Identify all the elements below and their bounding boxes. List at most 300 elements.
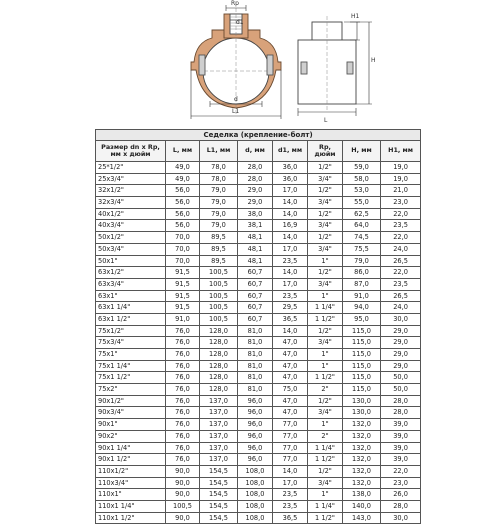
- table-cell: 1": [308, 419, 343, 431]
- table-cell: 30,0: [381, 512, 421, 524]
- table-cell: 56,0: [166, 197, 200, 209]
- table-cell: 76,0: [166, 419, 200, 431]
- table-cell: 60,7: [238, 302, 273, 314]
- table-cell: 39,0: [381, 419, 421, 431]
- table-cell: 91,5: [166, 267, 200, 279]
- table-row: [96, 465, 421, 477]
- table-cell: 36,0: [273, 173, 308, 185]
- table-cell: 96,0: [238, 430, 273, 442]
- table-cell: 90x2": [96, 430, 166, 442]
- table-cell: 74,5: [343, 232, 381, 244]
- technical-drawing: [0, 0, 500, 128]
- table-cell: 23,5: [273, 255, 308, 267]
- table-cell: 24,0: [381, 243, 421, 255]
- table-cell: 60,7: [238, 278, 273, 290]
- table-cell: 138,0: [343, 489, 381, 501]
- table-row: [96, 302, 421, 314]
- table-cell: 1": [308, 360, 343, 372]
- table-cell: 22,0: [381, 465, 421, 477]
- table-cell: 1/2": [308, 465, 343, 477]
- table-cell: 1/2": [308, 325, 343, 337]
- table-cell: 63x1/2": [96, 267, 166, 279]
- header-d: d, мм: [238, 141, 273, 162]
- table-row: [96, 267, 421, 279]
- table-cell: 137,0: [200, 395, 238, 407]
- table-cell: 76,0: [166, 349, 200, 361]
- table-cell: 1 1/4": [308, 302, 343, 314]
- table-cell: 47,0: [273, 337, 308, 349]
- table-cell: 75x1": [96, 349, 166, 361]
- table-cell: 1": [308, 489, 343, 501]
- table-row: [96, 162, 421, 174]
- table-cell: 115,0: [343, 337, 381, 349]
- table-cell: 75x1 1/4": [96, 360, 166, 372]
- table-cell: 91,5: [166, 278, 200, 290]
- table-cell: 29,0: [381, 337, 421, 349]
- table-cell: 89,5: [200, 255, 238, 267]
- table-cell: 63x1 1/2": [96, 313, 166, 325]
- table-cell: 3/4": [308, 220, 343, 232]
- table-cell: 79,0: [200, 208, 238, 220]
- table-cell: 28,0: [238, 162, 273, 174]
- table-cell: 100,5: [200, 302, 238, 314]
- table-cell: 76,0: [166, 360, 200, 372]
- table-cell: 63x3/4": [96, 278, 166, 290]
- table-row: [96, 255, 421, 267]
- table-cell: 39,0: [381, 430, 421, 442]
- table-cell: 22,0: [381, 232, 421, 244]
- table-cell: 40x1/2": [96, 208, 166, 220]
- table-cell: 1/2": [308, 208, 343, 220]
- table-cell: 81,0: [238, 349, 273, 361]
- table-cell: 50x3/4": [96, 243, 166, 255]
- table-cell: 23,5: [381, 220, 421, 232]
- table-cell: 100,5: [200, 267, 238, 279]
- header-l: L, мм: [166, 141, 200, 162]
- table-cell: 1/2": [308, 232, 343, 244]
- table-cell: 56,0: [166, 208, 200, 220]
- table-cell: 132,0: [343, 442, 381, 454]
- table-cell: 96,0: [238, 419, 273, 431]
- table-row: [96, 442, 421, 454]
- table-cell: 16,9: [273, 220, 308, 232]
- table-cell: 50x1/2": [96, 232, 166, 244]
- table-cell: 26,0: [381, 489, 421, 501]
- table-cell: 1 1/2": [308, 372, 343, 384]
- table-cell: 14,0: [273, 267, 308, 279]
- table-cell: 49,0: [166, 162, 200, 174]
- table-cell: 3/4": [308, 243, 343, 255]
- table-cell: 128,0: [200, 372, 238, 384]
- table-cell: 132,0: [343, 430, 381, 442]
- bolt-right: [267, 55, 273, 75]
- table-cell: 89,5: [200, 243, 238, 255]
- table-cell: 58,0: [343, 173, 381, 185]
- table-cell: 39,0: [381, 454, 421, 466]
- table-cell: 30,0: [381, 313, 421, 325]
- table-cell: 59,0: [343, 162, 381, 174]
- table-cell: 79,0: [200, 220, 238, 232]
- table-cell: 108,0: [238, 500, 273, 512]
- table-cell: 48,1: [238, 243, 273, 255]
- table-cell: 49,0: [166, 173, 200, 185]
- table-cell: 115,0: [343, 372, 381, 384]
- table-cell: 89,5: [200, 232, 238, 244]
- table-cell: 79,0: [200, 185, 238, 197]
- table-cell: 77,0: [273, 430, 308, 442]
- table-cell: 19,0: [381, 173, 421, 185]
- side-bolt-right: [347, 62, 353, 74]
- table-cell: 130,0: [343, 395, 381, 407]
- table-cell: 154,5: [200, 500, 238, 512]
- table-row: [96, 337, 421, 349]
- table-cell: 78,0: [200, 162, 238, 174]
- table-cell: 60,7: [238, 267, 273, 279]
- label-h1: H1: [351, 13, 360, 20]
- table-row: [96, 173, 421, 185]
- table-header-row: [96, 141, 421, 162]
- table-cell: 77,0: [273, 454, 308, 466]
- table-cell: 63x1 1/4": [96, 302, 166, 314]
- table-cell: 36,5: [273, 512, 308, 524]
- table-cell: 132,0: [343, 454, 381, 466]
- table-cell: 90,0: [166, 477, 200, 489]
- table-cell: 75x1 1/2": [96, 372, 166, 384]
- table-row: [96, 232, 421, 244]
- table-cell: 128,0: [200, 360, 238, 372]
- header-d1: d1, мм: [273, 141, 308, 162]
- table-row: [96, 512, 421, 524]
- table-cell: 14,0: [273, 232, 308, 244]
- table-cell: 56,0: [166, 220, 200, 232]
- table-cell: 17,0: [273, 185, 308, 197]
- table-cell: 28,0: [381, 395, 421, 407]
- table-cell: 137,0: [200, 454, 238, 466]
- table-cell: 48,1: [238, 232, 273, 244]
- table-cell: 40x3/4": [96, 220, 166, 232]
- table-caption: Седелка (крепление-болт): [96, 130, 421, 141]
- side-bolt-left: [301, 62, 307, 74]
- table-cell: 94,0: [343, 302, 381, 314]
- table-body: [96, 162, 421, 524]
- table-cell: 3/4": [308, 407, 343, 419]
- table-cell: 110x1 1/2": [96, 512, 166, 524]
- table-cell: 90,0: [166, 465, 200, 477]
- table-row: [96, 325, 421, 337]
- table-cell: 128,0: [200, 349, 238, 361]
- table-cell: 50x1": [96, 255, 166, 267]
- table-row: [96, 220, 421, 232]
- table-cell: 154,5: [200, 477, 238, 489]
- table-cell: 60,7: [238, 290, 273, 302]
- table-cell: 78,0: [200, 173, 238, 185]
- table-cell: 100,5: [166, 500, 200, 512]
- table-cell: 17,0: [273, 477, 308, 489]
- table-cell: 77,0: [273, 419, 308, 431]
- table-cell: 81,0: [238, 384, 273, 396]
- table-cell: 25x3/4": [96, 173, 166, 185]
- table-row: [96, 407, 421, 419]
- table-cell: 14,0: [273, 465, 308, 477]
- table-cell: 81,0: [238, 325, 273, 337]
- table-cell: 38,1: [238, 220, 273, 232]
- table-cell: 56,0: [166, 185, 200, 197]
- table-cell: 110x3/4": [96, 477, 166, 489]
- table-cell: 1/2": [308, 395, 343, 407]
- table-cell: 77,0: [273, 442, 308, 454]
- table-cell: 70,0: [166, 243, 200, 255]
- table-cell: 96,0: [238, 442, 273, 454]
- table-cell: 115,0: [343, 384, 381, 396]
- table-cell: 23,5: [381, 278, 421, 290]
- table-cell: 76,0: [166, 442, 200, 454]
- table-cell: 154,5: [200, 465, 238, 477]
- table-cell: 108,0: [238, 465, 273, 477]
- table-cell: 115,0: [343, 325, 381, 337]
- table-cell: 28,0: [381, 407, 421, 419]
- table-cell: 17,0: [273, 243, 308, 255]
- table-cell: 110x1": [96, 489, 166, 501]
- table-cell: 81,0: [238, 337, 273, 349]
- table-cell: 21,0: [381, 185, 421, 197]
- table-cell: 26,5: [381, 255, 421, 267]
- table-row: [96, 278, 421, 290]
- table-row: [96, 243, 421, 255]
- header-size: Размер dn x Rp, мм x дюйм: [96, 141, 166, 162]
- table-cell: 23,0: [381, 477, 421, 489]
- table-row: [96, 419, 421, 431]
- table-cell: 91,5: [166, 302, 200, 314]
- table-cell: 110x1 1/4": [96, 500, 166, 512]
- label-d1: d1: [236, 19, 244, 26]
- table-cell: 3/4": [308, 173, 343, 185]
- table-cell: 132,0: [343, 465, 381, 477]
- table-cell: 100,5: [200, 290, 238, 302]
- table-cell: 128,0: [200, 325, 238, 337]
- table-cell: 75,0: [273, 384, 308, 396]
- table-cell: 154,5: [200, 512, 238, 524]
- table-cell: 81,0: [238, 372, 273, 384]
- table-cell: 23,5: [273, 500, 308, 512]
- table-row: [96, 372, 421, 384]
- table-cell: 132,0: [343, 477, 381, 489]
- table-cell: 1 1/4": [308, 500, 343, 512]
- table-row: [96, 395, 421, 407]
- table-cell: 23,5: [273, 489, 308, 501]
- table-cell: 75,5: [343, 243, 381, 255]
- table-cell: 137,0: [200, 442, 238, 454]
- table-cell: 76,0: [166, 407, 200, 419]
- table-cell: 79,0: [343, 255, 381, 267]
- table-cell: 1 1/2": [308, 313, 343, 325]
- table-row: [96, 430, 421, 442]
- table-cell: 75x2": [96, 384, 166, 396]
- table-row: [96, 360, 421, 372]
- label-d: d: [234, 96, 238, 103]
- table-cell: 62,5: [343, 208, 381, 220]
- table-cell: 108,0: [238, 477, 273, 489]
- table-cell: 76,0: [166, 372, 200, 384]
- table-cell: 86,0: [343, 267, 381, 279]
- table-row: [96, 384, 421, 396]
- table-cell: 137,0: [200, 430, 238, 442]
- table-cell: 100,5: [200, 278, 238, 290]
- table-cell: 1": [308, 349, 343, 361]
- table-cell: 17,0: [273, 278, 308, 290]
- table-caption-row: [96, 130, 421, 141]
- table-cell: 75x1/2": [96, 325, 166, 337]
- table-cell: 1/2": [308, 267, 343, 279]
- table-cell: 53,0: [343, 185, 381, 197]
- table-cell: 29,0: [238, 197, 273, 209]
- table-cell: 140,0: [343, 500, 381, 512]
- table-cell: 23,5: [273, 290, 308, 302]
- header-h: H, мм: [343, 141, 381, 162]
- table-cell: 95,0: [343, 313, 381, 325]
- table-cell: 137,0: [200, 419, 238, 431]
- table-cell: 91,5: [166, 290, 200, 302]
- table-cell: 108,0: [238, 489, 273, 501]
- label-rp: Rp: [231, 0, 239, 7]
- table-cell: 39,0: [381, 442, 421, 454]
- table-cell: 132,0: [343, 419, 381, 431]
- table-cell: 1 1/4": [308, 442, 343, 454]
- table-cell: 25*1/2": [96, 162, 166, 174]
- table-cell: 75x3/4": [96, 337, 166, 349]
- table-cell: 32x1/2": [96, 185, 166, 197]
- table-cell: 90x1": [96, 419, 166, 431]
- table-cell: 110x1/2": [96, 465, 166, 477]
- table-row: [96, 208, 421, 220]
- table-cell: 29,0: [381, 360, 421, 372]
- table-cell: 24,0: [381, 302, 421, 314]
- table-cell: 76,0: [166, 384, 200, 396]
- table-cell: 26,5: [381, 290, 421, 302]
- label-h: H: [371, 57, 376, 64]
- table-cell: 79,0: [200, 197, 238, 209]
- table-cell: 47,0: [273, 395, 308, 407]
- table-cell: 100,5: [200, 313, 238, 325]
- table-cell: 143,0: [343, 512, 381, 524]
- table-cell: 128,0: [200, 384, 238, 396]
- table-cell: 76,0: [166, 337, 200, 349]
- table-cell: 90,0: [166, 512, 200, 524]
- bolt-left: [199, 55, 205, 75]
- table-cell: 38,0: [238, 208, 273, 220]
- table-cell: 96,0: [238, 454, 273, 466]
- table-cell: 115,0: [343, 360, 381, 372]
- label-l: L: [324, 117, 328, 124]
- table-row: [96, 349, 421, 361]
- label-l1: L1: [232, 108, 240, 115]
- table-cell: 3/4": [308, 197, 343, 209]
- table-cell: 47,0: [273, 407, 308, 419]
- table-row: [96, 477, 421, 489]
- table-cell: 76,0: [166, 325, 200, 337]
- table-cell: 87,0: [343, 278, 381, 290]
- table-cell: 1": [308, 255, 343, 267]
- table-cell: 90,0: [166, 489, 200, 501]
- table-cell: 108,0: [238, 512, 273, 524]
- table-cell: 90x1/2": [96, 395, 166, 407]
- table-cell: 47,0: [273, 349, 308, 361]
- table-cell: 96,0: [238, 395, 273, 407]
- table-cell: 3/4": [308, 337, 343, 349]
- table-row: [96, 185, 421, 197]
- table-cell: 2": [308, 430, 343, 442]
- table-cell: 90x3/4": [96, 407, 166, 419]
- table-row: [96, 290, 421, 302]
- table-cell: 19,0: [381, 162, 421, 174]
- table-cell: 115,0: [343, 349, 381, 361]
- table-cell: 70,0: [166, 255, 200, 267]
- table-cell: 128,0: [200, 337, 238, 349]
- table-cell: 76,0: [166, 395, 200, 407]
- table-cell: 23,0: [381, 197, 421, 209]
- table-cell: 29,0: [238, 185, 273, 197]
- table-cell: 36,5: [273, 313, 308, 325]
- table-row: [96, 197, 421, 209]
- table-cell: 32x3/4": [96, 197, 166, 209]
- table-cell: 154,5: [200, 489, 238, 501]
- table-cell: 22,0: [381, 208, 421, 220]
- table-cell: 29,5: [273, 302, 308, 314]
- table-cell: 1": [308, 290, 343, 302]
- header-h1: H1, мм: [381, 141, 421, 162]
- table-cell: 76,0: [166, 454, 200, 466]
- table-cell: 76,0: [166, 430, 200, 442]
- table-cell: 36,0: [273, 162, 308, 174]
- table-cell: 22,0: [381, 267, 421, 279]
- table-cell: 2": [308, 384, 343, 396]
- table-cell: 137,0: [200, 407, 238, 419]
- table-cell: 50,0: [381, 384, 421, 396]
- table-cell: 48,1: [238, 255, 273, 267]
- header-rp: Rp, дюйм: [308, 141, 343, 162]
- table-cell: 3/4": [308, 477, 343, 489]
- table-row: [96, 489, 421, 501]
- table-row: [96, 313, 421, 325]
- table-cell: 14,0: [273, 197, 308, 209]
- table-cell: 96,0: [238, 407, 273, 419]
- header-l1: L1, мм: [200, 141, 238, 162]
- table-cell: 64,0: [343, 220, 381, 232]
- table-cell: 47,0: [273, 360, 308, 372]
- table-cell: 91,0: [343, 290, 381, 302]
- table-cell: 91,0: [166, 313, 200, 325]
- table-cell: 1 1/2": [308, 512, 343, 524]
- table-cell: 50,0: [381, 372, 421, 384]
- table-cell: 1/2": [308, 185, 343, 197]
- table-cell: 130,0: [343, 407, 381, 419]
- table-cell: 3/4": [308, 278, 343, 290]
- table-cell: 63x1": [96, 290, 166, 302]
- table-cell: 81,0: [238, 360, 273, 372]
- table-cell: 70,0: [166, 232, 200, 244]
- table-cell: 28,0: [238, 173, 273, 185]
- table-cell: 90x1 1/4": [96, 442, 166, 454]
- table-cell: 14,0: [273, 325, 308, 337]
- side-view: [298, 16, 372, 116]
- table-cell: 1/2": [308, 162, 343, 174]
- table-cell: 14,0: [273, 208, 308, 220]
- table-cell: 28,0: [381, 500, 421, 512]
- table-row: [96, 500, 421, 512]
- table-cell: 55,0: [343, 197, 381, 209]
- spec-table: [95, 129, 421, 524]
- table-row: [96, 454, 421, 466]
- table-cell: 29,0: [381, 325, 421, 337]
